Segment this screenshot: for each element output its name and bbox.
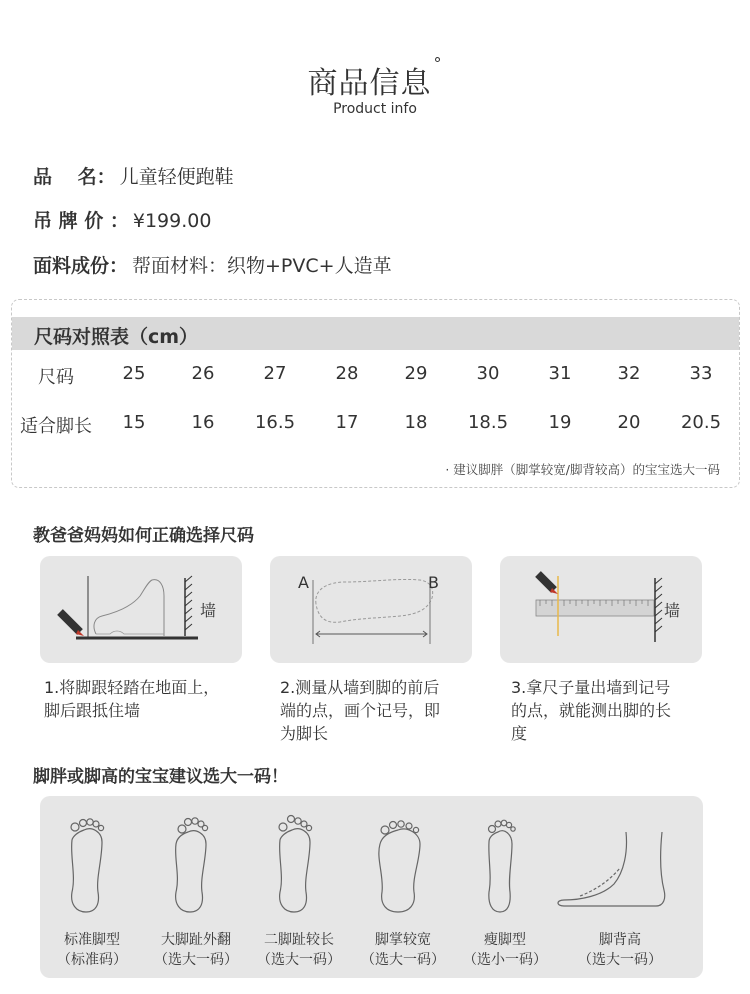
step-3-text [511, 676, 671, 745]
size-cell: 31 [548, 363, 572, 384]
measure-card-3 [500, 556, 702, 663]
size-cell: 33 [689, 363, 713, 384]
product-name-row [33, 162, 234, 189]
step-1-line-2: 脚后跟抵住墙 [44, 701, 141, 720]
bunion-foot-icon [176, 818, 208, 912]
product-name-value: 儿童轻便跑鞋 [119, 166, 234, 188]
foot-type-name: 标准脚型 [64, 932, 120, 948]
foot-type-section-title: 脚胖或脚高的宝宝建议选大一码！ [33, 767, 288, 787]
page-subtitle: Product info [333, 101, 417, 117]
foot-length-row [12, 412, 739, 442]
standard-foot-icon [71, 819, 104, 912]
page-title-text: 商品信息 [307, 66, 432, 101]
step-2-line-1: 2.测量从墙到脚的前后 [280, 678, 440, 697]
foot-type-label [257, 930, 341, 970]
foot-type-name: 大脚趾外翻 [161, 932, 231, 948]
step-2-line-2: 端的点，画个记号，即 [280, 701, 441, 720]
foot-length-row-label: 适合脚长 [20, 416, 92, 437]
foot-type-label [463, 930, 547, 970]
step-1-text [44, 676, 219, 722]
step-3-line-3: 度 [511, 724, 528, 743]
size-row [12, 363, 739, 393]
wide-foot-icon [379, 821, 420, 912]
size-cell: 28 [335, 363, 359, 384]
foot-length-cell: 15 [122, 412, 146, 433]
foot-type-advice: （选小一码） [463, 952, 547, 968]
size-cell: 32 [617, 363, 641, 384]
material-label: 面料成份： [33, 255, 129, 277]
price-label: 吊 牌 价 ： [33, 210, 129, 232]
foot-length-cell: 18 [404, 412, 428, 433]
wall-label-1: 墙 [200, 601, 217, 620]
measure-card-1 [40, 556, 242, 663]
foot-type-label [578, 930, 662, 970]
foot-type-label [57, 930, 127, 970]
foot-type-name: 脚掌较宽 [375, 932, 431, 948]
step-3-line-2: 的点，就能测出脚的长 [511, 701, 672, 720]
foot-type-advice: （选大一码） [578, 952, 662, 968]
size-row-label: 尺码 [38, 367, 74, 388]
size-table-title: 尺码对照表（cm） [34, 326, 199, 348]
step-2-text [280, 676, 440, 745]
size-cell: 27 [263, 363, 287, 384]
foot-type-label [361, 930, 445, 970]
foot-length-cell: 16.5 [254, 412, 296, 433]
size-cell: 30 [476, 363, 500, 384]
foot-length-cell: 18.5 [467, 412, 509, 433]
foot-type-advice: （选大一码） [361, 952, 445, 968]
size-cell: 25 [122, 363, 146, 384]
foot-length-cell: 20.5 [680, 412, 722, 433]
wall-label-3: 墙 [664, 601, 681, 620]
step-2-line-3: 为脚长 [280, 724, 329, 743]
material-value: 帮面材料：织物+PVC+人造革 [132, 255, 392, 277]
point-a-label: A [298, 573, 309, 592]
foot-type-name: 脚背高 [599, 932, 641, 948]
foot-length-cell: 16 [191, 412, 215, 433]
foot-length-cell: 17 [335, 412, 359, 433]
product-name-label: 品 名： [33, 166, 116, 188]
size-cell: 29 [404, 363, 428, 384]
foot-type-advice: （选大一码） [154, 952, 238, 968]
foot-type-name: 瘦脚型 [484, 932, 526, 948]
foot-length-cell: 19 [548, 412, 572, 433]
material-row [33, 251, 392, 278]
foot-type-advice: （选大一码） [257, 952, 341, 968]
point-b-label: B [428, 573, 439, 592]
measure-card-2 [270, 556, 472, 663]
degree-mark: ° [433, 54, 443, 73]
page-title [0, 54, 750, 102]
size-note: · 建议脚胖（脚掌较宽/脚背较高）的宝宝选大一码 [445, 462, 720, 477]
price-value: ¥199.00 [132, 210, 212, 232]
slim-foot-icon [489, 820, 516, 912]
step-1-line-1: 1.将脚跟轻踏在地面上， [44, 678, 220, 697]
price-row [33, 206, 211, 233]
size-cell: 26 [191, 363, 215, 384]
measure-section-title: 教爸爸妈妈如何正确选择尺码 [33, 526, 254, 546]
step-3-line-1: 3.拿尺子量出墙到记号 [511, 678, 671, 697]
high-instep-foot-icon [558, 832, 665, 906]
foot-type-label [154, 930, 238, 970]
long-second-toe-foot-icon [279, 816, 312, 913]
foot-type-name: 二脚趾较长 [264, 932, 334, 948]
foot-length-cell: 20 [617, 412, 641, 433]
foot-type-advice: （标准码） [57, 952, 127, 968]
